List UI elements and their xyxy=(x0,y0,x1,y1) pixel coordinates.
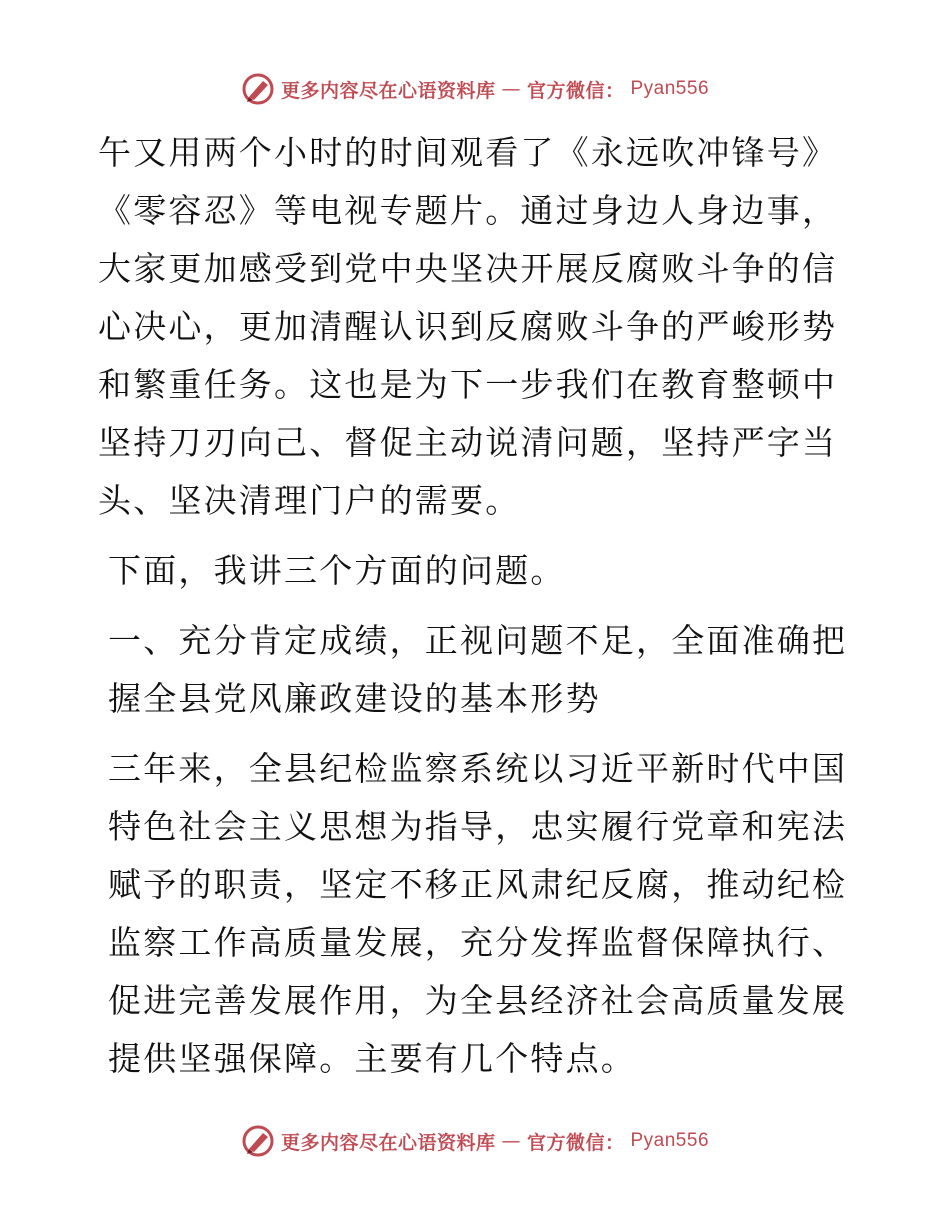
banner-wechat-id: Pyan556 xyxy=(630,78,710,99)
document-body xyxy=(98,124,858,1088)
banner-wechat-id: Pyan556 xyxy=(630,1130,710,1151)
section-heading-1: 一、充分肯定成绩，正视问题不足，全面准确把握全县党风廉政建设的基本形势 xyxy=(108,621,848,718)
paragraph-continuation: 午又用两个小时的时间观看了《永远吹冲锋号》《零容忍》等电视专题片。通过身边人身边事，大家更加感受到党中央坚决开展反腐败斗争的信心决心，更加清醒认识到反腐败斗争的严峻形势和繁重任务。这也是为下一步我们在教育整顿中坚持刀刃向己、督促主动说清问题，坚持严字当头、坚决清理门户的需要。 xyxy=(98,133,838,520)
header-banner xyxy=(0,72,950,106)
pen-logo-icon xyxy=(241,72,275,106)
paragraph-intro: 下面，我讲三个方面的问题。 xyxy=(108,551,566,590)
banner-separator: — xyxy=(501,78,521,100)
banner-wechat-label: 官方微信： xyxy=(526,1131,625,1154)
banner-separator: — xyxy=(501,1130,521,1152)
banner-text: 更多内容尽在心语资料库 xyxy=(280,1131,496,1154)
pen-logo-icon xyxy=(241,1124,275,1158)
footer-banner xyxy=(0,1124,950,1158)
banner-text: 更多内容尽在心语资料库 xyxy=(280,79,496,102)
banner-wechat-label: 官方微信： xyxy=(526,79,625,102)
paragraph-body: 三年来，全县纪检监察系统以习近平新时代中国特色社会主义思想为指导，忠实履行党章和宪法赋予的职责，坚定不移正风肃纪反腐，推动纪检监察工作高质量发展，充分发挥监督保障执行、促进完善发展作用，为全县经济社会高质量发展提供坚强保障。主要有几个特点。 xyxy=(108,749,848,1078)
